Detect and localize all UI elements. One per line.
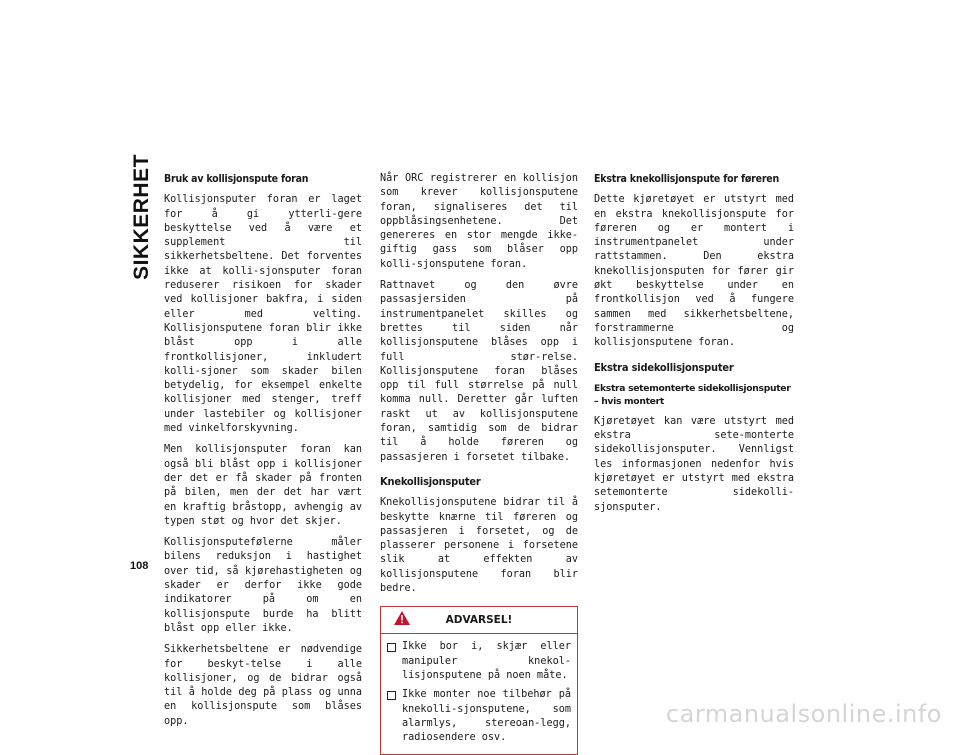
warning-box xyxy=(380,606,578,755)
paragraph: Sikkerhetsbeltene er nødvendige for beskyt-telse i alle kollisjoner, og de bidrar også til å holde deg på plass og unna en kollisjonspute som blåses opp. xyxy=(164,644,362,727)
paragraph: Rattnavet og den øvre passasjersiden på instrumentpanelet skilles og brettes til siden når kollisjonsputene blåses opp i full stør-relse. Kollisjonsputene foran blåses opp til full størrelse på null komma null. Deretter går luften raskt ut av kollisjonsputene foran, samtidig som de bidrar til å holde føreren og passasjeren i forsetet tilbake. xyxy=(380,280,578,463)
warning-body xyxy=(381,634,577,754)
heading-side-airbags: Ekstra sidekollisjonsputer xyxy=(594,360,734,374)
checkbox-bullet-icon xyxy=(387,691,396,700)
warning-item xyxy=(387,688,571,745)
warning-item-text: Ikke monter noe tilbehør på knekolli-sjonsputene, som alarmlys, stereoan-legg, radiosendere osv. xyxy=(402,689,571,744)
paragraph: Men kollisjonsputer foran kan også bli blåst opp i kollisjoner der det er få skader på fronten på bilen, men der det har vært en kraftig bråstopp, avhengig av typen støt og hvor det skjer. xyxy=(164,444,362,527)
paragraph: Når ORC registrerer en kollisjon som krever kollisjonsputene foran, signaliseres det til oppblåsingsenhetene. Det genereres en stor mengde ikke-giftig gass som blåser opp kolli-sjonsputene foran. xyxy=(380,173,578,270)
warning-triangle-icon xyxy=(393,610,411,626)
section-side-label-text: SIKKERHET xyxy=(130,154,153,280)
paragraph: Dette kjøretøyet er utstyrt med en ekstra knekollisjonspute for føreren og er montert i instrumentpanelet under rattstammen. Den ekstra knekollisjonsputen for fører gir økt beskyttelse under en frontkollisjon ved å fungere sammen med sikkerhetsbeltene, forstrammerne og kollisjonsputene foran. xyxy=(594,194,794,349)
paragraph: Kollisjonsputefølerne måler bilens reduksjon i hastighet over tid, så kjørehastigheten og skader er derfor ikke gode indikatorer på om en kollisjonspute burde ha blitt blåst opp eller ikke. xyxy=(164,537,362,634)
column-3 xyxy=(594,172,794,522)
warning-item xyxy=(387,640,571,683)
paragraph: Kjøretøyet kan være utstyrt med ekstra sete-monterte sidekollisjonsputer. Vennligst les informasjonen nedenfor hvis kjøretøyet er utstyrt med ekstra setemonterte sidekolli-sjonsputer. xyxy=(594,415,794,513)
checkbox-bullet-icon xyxy=(387,643,396,652)
warning-header xyxy=(381,607,577,634)
section-side-label xyxy=(127,154,157,280)
warning-item-text: Ikke bor i, skjær eller manipuler knekol-lisjonsputene på noen måte. xyxy=(402,641,571,681)
subheading-seat-side-airbags: Ekstra setemonterte sidekollisjonsputer – hvis montert xyxy=(594,382,791,407)
watermark: carmanualsonline.info xyxy=(665,700,942,728)
paragraph: Knekollisjonsputene bidrar til å beskytte knærne til føreren og passasjeren i forsetet, og de plasserer personene i forsetene slik at effekten av kollisjonsputene foran blir bedre. xyxy=(380,497,578,595)
heading-front-airbag-use: Bruk av kollisjonspute foran xyxy=(164,173,309,185)
column-2 xyxy=(380,172,578,755)
page-number: 108 xyxy=(130,560,149,572)
column-1 xyxy=(164,172,362,736)
paragraph: Kollisjonsputer foran er laget for å gi ytterli-gere beskyttelse ved å være et supplement til sikkerhetsbeltene. Det forventes ikke at kolli-sjonsputer foran reduserer risikoen for skader ved kollisjoner bakfra, i siden eller med velting. Kollisjonsputene foran blir ikke blåst opp i alle frontkollisjoner, inkludert kolli-sjoner som skader bilen betydelig, for eksempel enkelte kollisjoner med stenger, treff under lastebiler og kollisjoner med vinkelforskyvning. xyxy=(164,194,362,435)
warning-title: ADVARSEL! xyxy=(445,614,513,627)
heading-driver-knee-airbag: Ekstra knekollisjonspute for føreren xyxy=(594,173,780,185)
heading-knee-airbags: Knekollisjonsputer xyxy=(380,474,481,488)
